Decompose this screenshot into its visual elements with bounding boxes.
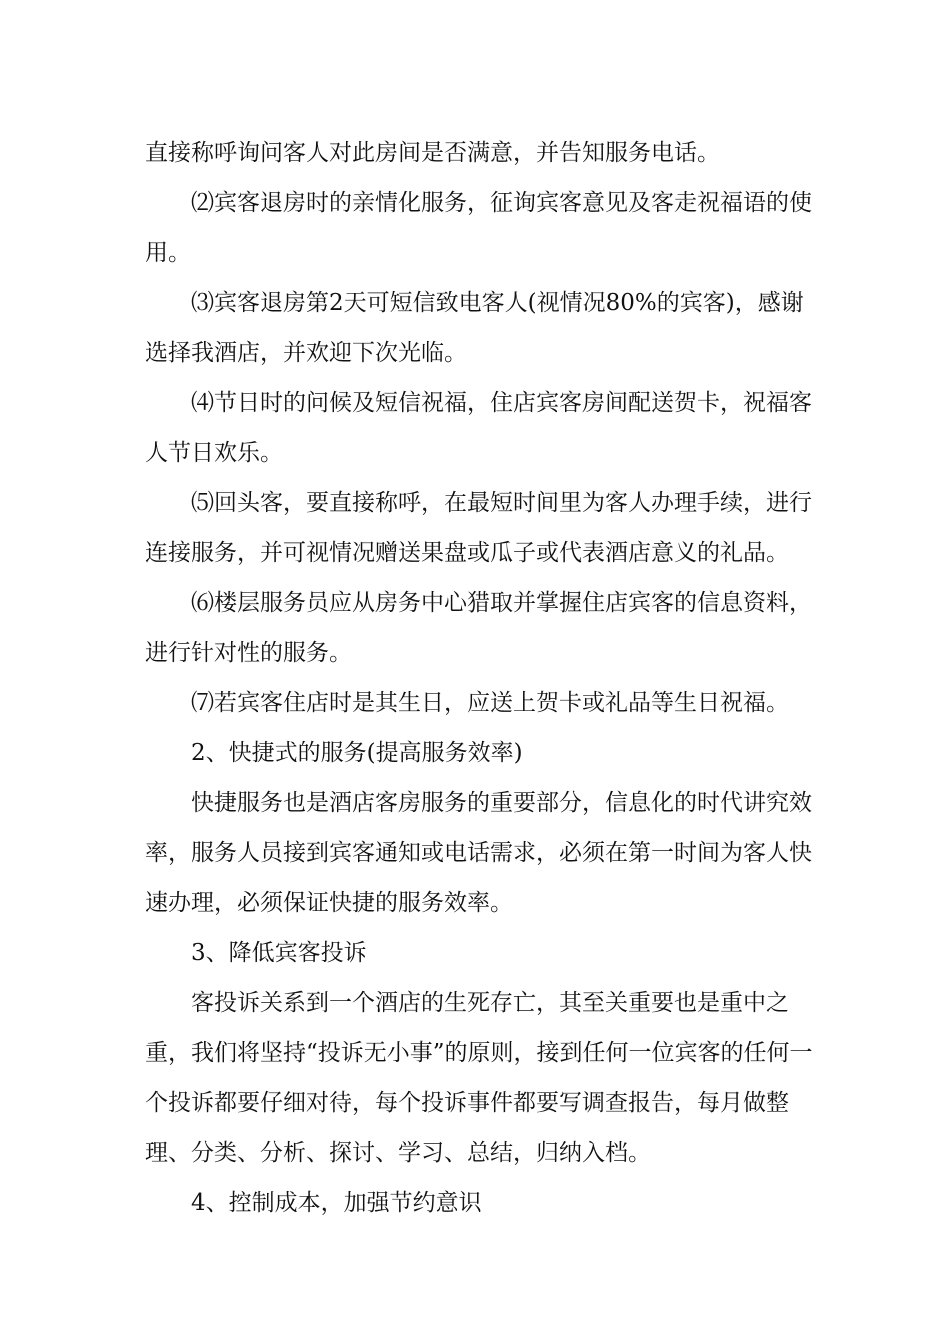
section-body-3: 客投诉关系到一个酒店的生死存亡，其至关重要也是重中之重，我们将坚持“投诉无小事”的原则，接到任何一位宾客的任何一个投诉都要仔细对待，每个投诉事件都要写调查报告，每月做整理、分类、分析、探讨、学习、总结，归纳入档。 (145, 990, 813, 1166)
section-heading-2: 2、快捷式的服务(提高服务效率) (191, 740, 523, 766)
paragraph-item-6: ⑹楼层服务员应从房务中心猎取并掌握住店宾客的信息资料，进行针对性的服务。 (145, 590, 812, 666)
paragraph-item-2: ⑵宾客退房时的亲情化服务，征询宾客意见及客走祝福语的使用。 (145, 190, 812, 266)
paragraph-item-7: ⑺若宾客住店时是其生日，应送上贺卡或礼品等生日祝福。 (191, 690, 789, 716)
paragraph-item-3: ⑶宾客退房第2天可短信致电客人(视情况80%的宾客)，感谢选择我酒店，并欢迎下次光临。 (145, 290, 804, 366)
section-heading-3: 3、降低宾客投诉 (191, 940, 367, 966)
paragraph-item-4: ⑷节日时的问候及短信祝福，住店宾客房间配送贺卡，祝福客人节日欢乐。 (145, 390, 812, 466)
section-body-2: 快捷服务也是酒店客房服务的重要部分，信息化的时代讲究效率，服务人员接到宾客通知或电话需求，必须在第一时间为客人快速办理，必须保证快捷的服务效率。 (145, 790, 812, 916)
section-heading-4: 4、控制成本，加强节约意识 (191, 1190, 482, 1216)
paragraph-item-5: ⑸回头客，要直接称呼，在最短时间里为客人办理手续，进行连接服务，并可视情况赠送果盘或瓜子或代表酒店意义的礼品。 (145, 490, 812, 566)
paragraph-continuation: 直接称呼询问客人对此房间是否满意，并告知服务电话。 (145, 140, 720, 166)
document-body (145, 128, 815, 1228)
